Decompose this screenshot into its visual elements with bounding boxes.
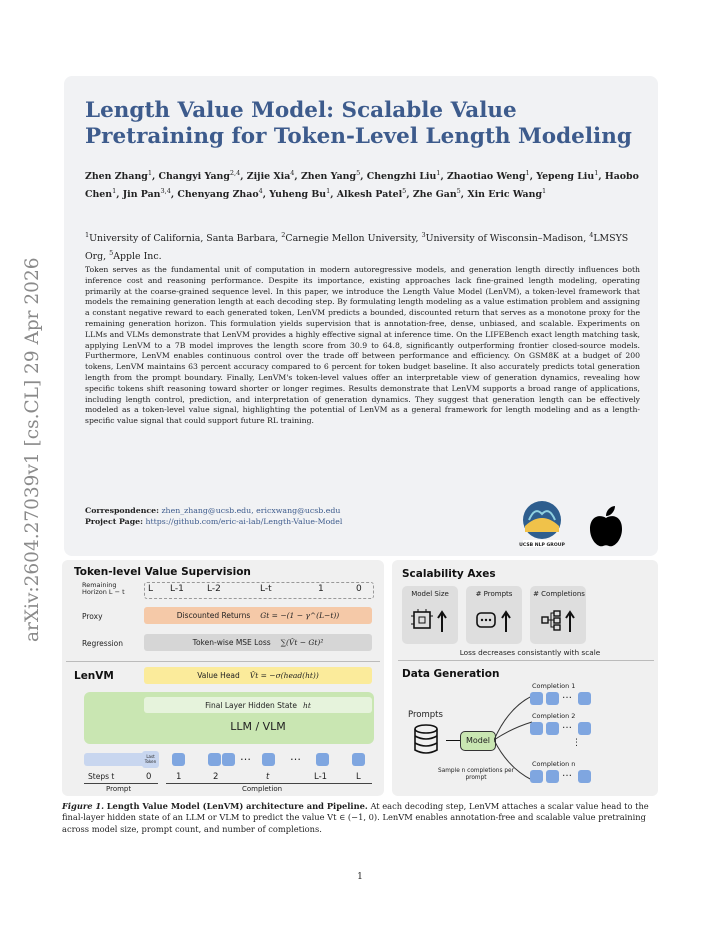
- author-name: Yuheng Bu: [269, 189, 327, 201]
- tlvs-title: Token-level Value Supervision: [74, 566, 251, 578]
- tree-icon: [540, 608, 580, 640]
- horizon-0: 0: [356, 584, 362, 594]
- author-name: Haobo Chen: [85, 171, 639, 201]
- token-2: [208, 753, 221, 766]
- axis-prompts: # Prompts: [475, 590, 513, 598]
- prompts-label: Prompts: [408, 710, 443, 720]
- caption-text: At each decoding step, LenVM attaches a scalar value head to the final-layer hidden state of an LLM or VLM to predict the value Vt ∈ (−1, 0). LenVM enables annotation-free and scalable value pretraining across model size, prompt count, and number of completions.: [62, 801, 649, 834]
- cn-token-1: [530, 770, 543, 783]
- title-line-1: Length Value Model: Scalable Value: [85, 98, 517, 123]
- affiliation-name: University of Wisconsin–Madison,: [425, 233, 587, 245]
- horizon-label: Horizon L − t: [82, 588, 125, 596]
- horizon-1: 1: [318, 584, 324, 594]
- step-t: t: [266, 772, 270, 782]
- prompt-brace: [84, 783, 158, 784]
- axis-model-size: Model Size: [411, 590, 449, 598]
- affiliation-sup: 1: [85, 231, 90, 239]
- author-affil-sup: 5: [456, 187, 461, 196]
- data-generation-title: Data Generation: [402, 668, 500, 680]
- author-name: Zhen Yang: [300, 171, 357, 183]
- c2-ellipsis: …: [562, 720, 572, 731]
- affiliation-sup: 5: [109, 249, 114, 258]
- token-L: [352, 753, 365, 766]
- step-0: 0: [146, 772, 152, 782]
- lenvm-title: LenVM: [74, 670, 114, 682]
- chat-icon: [474, 608, 514, 640]
- ucsb-nlp-logo: [517, 500, 567, 548]
- paper-title: [85, 98, 645, 150]
- affiliation-name: University of California, Santa Barbara,: [89, 233, 279, 245]
- prompt-label: Prompt: [106, 785, 132, 793]
- horizon-L-2: L-2: [207, 584, 221, 594]
- author-affil-sup: 1: [436, 169, 441, 177]
- affiliations: [85, 228, 640, 264]
- author-name: Zhaotiao Weng: [446, 171, 526, 183]
- completion-1-label: Completion 1: [532, 682, 576, 690]
- value-head-bar: [144, 667, 372, 684]
- token-L-1: [316, 753, 329, 766]
- affiliation-sup: 4: [589, 231, 594, 239]
- author-name: Jin Pan: [122, 189, 161, 201]
- c1-ellipsis: …: [562, 690, 572, 701]
- scalability-title: Scalability Axes: [402, 568, 496, 580]
- author-affil-sup: 1: [147, 169, 152, 177]
- step-2: 2: [213, 772, 219, 782]
- affiliation-name: Carnegie Mellon University,: [285, 233, 419, 245]
- token-1: [172, 753, 185, 766]
- final-layer-bar: [144, 697, 372, 713]
- cn-token-3: [578, 770, 591, 783]
- token-t: [262, 753, 275, 766]
- right-divider: [398, 660, 654, 661]
- affiliation-sup: 3: [421, 231, 426, 239]
- horizon-L: L: [148, 584, 154, 594]
- author-name: Alkesh Patel: [336, 189, 403, 201]
- step-L: L: [356, 772, 361, 782]
- c2-token-3: [578, 722, 591, 735]
- scalability-note: Loss decreases consistantly with scale: [459, 648, 601, 657]
- figure-1: [62, 560, 658, 798]
- remaining-horizon-label: [82, 582, 125, 596]
- author-name: Xin Eric Wang: [467, 189, 543, 201]
- project-page-link[interactable]: https://github.com/eric-ai-lab/Length-Value-Model: [145, 517, 343, 526]
- completion-2-label: Completion 2: [532, 712, 576, 720]
- figure-caption: [62, 801, 658, 835]
- proxy-label: Proxy: [82, 612, 103, 621]
- completion-brace: [166, 783, 372, 784]
- c1-token-1: [530, 692, 543, 705]
- proxy-bar-label: Discounted Returns: [176, 611, 251, 620]
- steps-label: Steps t: [88, 772, 115, 781]
- llm-vlm-label: LLM / VLM: [230, 720, 286, 733]
- panel-divider: [66, 661, 380, 662]
- title-line-2: Pretraining for Token-Level Length Modeling: [85, 124, 632, 149]
- chip-icon: [410, 608, 450, 640]
- proxy-formula: Gt = −(1 − γ^(L−t)): [260, 611, 340, 620]
- author-name: Chenyang Zhao: [177, 189, 259, 201]
- author-affil-sup: 4: [258, 187, 263, 196]
- arrow-to-model: [446, 740, 460, 741]
- final-layer-label: Final Layer Hidden State: [205, 700, 297, 710]
- author-list: Zhen Zhang$^1$, Changyi Yang$^{2,4}$, Zijie Xia$^4$, Zhen Yang$^5$, Chengzhi Liu$^1$, Zhaotiao Weng$^1$, Yepeng Liu$^1$, Haobo Chen$^1$, Jin Pan$^{3,4}$, Chenyang Zhao$^4$, Yuheng Bu$^1$, Alkesh Patel$^5$, Zhe Gan$^5$, Xin Eric Wang$^1$: [85, 169, 639, 201]
- last-token: Last Token: [142, 751, 159, 768]
- c1-token-3: [578, 692, 591, 705]
- axis-completions: # Completions: [533, 590, 585, 598]
- correspondence-label: Correspondence:: [85, 506, 159, 515]
- c2-token-2: [546, 722, 559, 735]
- vdots: ⋮: [572, 738, 581, 748]
- apple-logo: [586, 504, 626, 548]
- step-L-1: L-1: [314, 772, 328, 782]
- author-name: Yepeng Liu: [536, 171, 595, 183]
- regression-bar-label: Token-wise MSE Loss: [192, 638, 271, 647]
- completion-label: Completion: [242, 785, 283, 793]
- caption-title: Length Value Model (LenVM) architecture and Pipeline.: [106, 801, 368, 811]
- arxiv-id: arXiv:2604.27039v1 [cs.CL] 29 Apr 2026: [22, 257, 43, 642]
- sample-note: Sample n completions per prompt: [438, 768, 514, 781]
- abstract: Token serves as the fundamental unit of computation in modern autoregressive models, and generation length directly influences both inference cost and reasoning performance. Despite its importance, existing approaches lack fine-grained length modeling, operating primarily at the coarse-grained sequence level. In this paper, we introduce the Length Value Model (LenVM), a token-level framework that models the remaining generation length at each decoding step. By formulating length modeling as a value estimation problem and assigning a constant negative reward to each generated token, LenVM predicts a bounded, discounted return that serves as a monotone proxy for the remaining generation horizon. This formulation yields supervision that is annotation-free, dense, unbiased, and scalable. Experiments on LLMs and VLMs demonstrate that LenVM provides a highly effective signal at inference time. On the LIFEBench exact length matching task, applying LenVM to a 7B model improves the length score from 30.9 to 64.8, significantly outperforming frontier closed-source models. Furthermore, LenVM enables continuous control over the trade off between performance and efficiency. On GSM8K at a budget of 200 tokens, LenVM maintains 63 percent accuracy compared to 6 percent for token budget baseline. It also accurately predicts total generation length from the prompt boundary. Finally, LenVM's token-level values offer an interpretable view of generation dynamics, revealing how specific tokens shift reasoning toward shorter or longer regimes. Results demonstrate that LenVM supports a broad range of applications, including length control, prediction, and interpretation of generation dynamics. They suggest that generation length can be effectively modeled as a token-level value signal, highlighting the potential of LenVM as a general framework for length modeling and as a length-specific value signal that could support future RL training.: [85, 265, 640, 426]
- completion-n-label: Completion n: [532, 760, 576, 768]
- correspondence-emails[interactable]: zhen_zhang@ucsb.edu, ericxwang@ucsb.edu: [161, 506, 341, 515]
- author-affil-sup: 5: [356, 169, 361, 177]
- caption-label: Figure 1.: [62, 801, 105, 811]
- author-affil-sup: 4: [290, 169, 295, 177]
- author-affil-sup: 1: [525, 169, 530, 177]
- affiliation-name: LMSYS Org,: [85, 233, 629, 263]
- author-name: Chengzhi Liu: [366, 171, 437, 183]
- affiliation-name: Apple Inc.: [113, 251, 162, 263]
- regression-bar: [144, 634, 372, 651]
- author-affil-sup: 1: [594, 169, 599, 177]
- author-name: Zhen Zhang: [85, 171, 148, 183]
- cn-token-2: [546, 770, 559, 783]
- model-box: Model: [460, 731, 496, 751]
- cn-ellipsis: …: [562, 768, 572, 779]
- author-affil-sup: 1: [112, 187, 117, 196]
- horizon-L-1: L-1: [170, 584, 184, 594]
- c1-token-2: [546, 692, 559, 705]
- final-layer-var: ht: [302, 700, 311, 710]
- step-1: 1: [176, 772, 182, 782]
- affiliation-sup: 2: [281, 231, 286, 239]
- project-page-label: Project Page:: [85, 517, 144, 526]
- author-affil-sup: 1: [542, 187, 547, 196]
- c2-token-1: [530, 722, 543, 735]
- author-affil-sup: 5: [402, 187, 407, 196]
- ellipsis-2: …: [290, 750, 301, 763]
- arxiv-stamp: [8, 257, 58, 642]
- author-name: Zijie Xia: [246, 171, 291, 183]
- page-number: 1: [357, 872, 363, 882]
- ucsb-logo-text: UCSB NLP GROUP: [519, 543, 565, 548]
- horizon-L-t: L-t: [260, 584, 272, 594]
- regression-formula: ∑(V̂t − Gt)²: [280, 638, 324, 647]
- author-affil-sup: 1: [326, 187, 331, 196]
- proxy-bar: [144, 607, 372, 624]
- database-icon: [412, 724, 440, 760]
- ellipsis-1: …: [240, 750, 251, 763]
- author-name: Changyi Yang: [158, 171, 230, 183]
- prompt-tokens: [84, 753, 146, 766]
- author-name: Zhe Gan: [412, 189, 457, 201]
- author-affil-sup: 3,4: [160, 187, 171, 196]
- remaining-label: Remaining: [82, 581, 117, 589]
- token-3: [222, 753, 235, 766]
- fanout-arrows: [494, 688, 534, 788]
- value-head-formula: V̂t = −σ(head(ht)): [249, 671, 319, 680]
- author-affil-sup: 2,4: [229, 169, 241, 177]
- value-head-label: Value Head: [197, 671, 240, 680]
- regression-label: Regression: [82, 639, 124, 648]
- contact-block: [85, 505, 505, 527]
